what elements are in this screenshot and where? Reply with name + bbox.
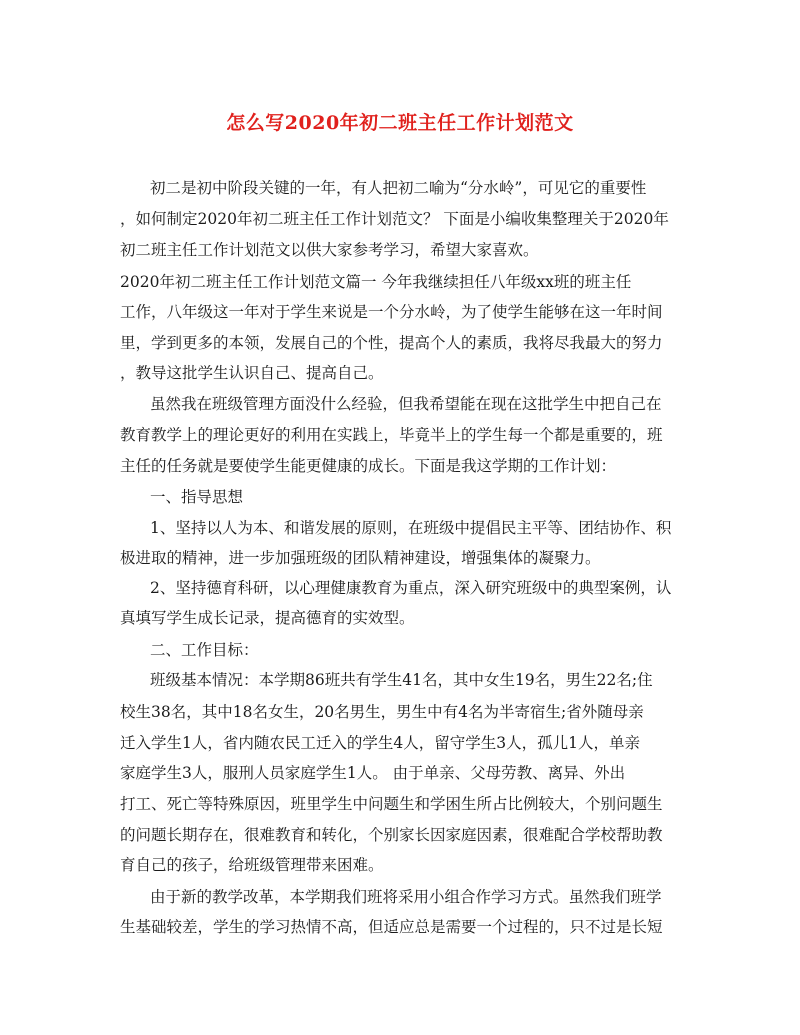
- body-line: 工作，八年级这一年对于学生来说是一个分水岭，为了使学生能够在这一年时间: [120, 303, 663, 321]
- body-line: ，如何制定2020年初二班主任工作计划范文？ 下面是小编收集整理关于2020年: [120, 210, 669, 228]
- body-line: 极进取的精神，进一步加强班级的团队精神建设，增强集体的凝聚力。: [120, 549, 601, 567]
- body-line: 家庭学生3人，服刑人员家庭学生1人。 由于单亲、父母劳教、离异、外出: [120, 764, 626, 782]
- section-heading: 一、指导思想: [150, 488, 244, 506]
- body-line: 由于新的教学改革，本学期我们班将采用小组合作学习方式。虽然我们班学: [150, 888, 662, 906]
- body-line: 2、坚持德育科研，以心理健康教育为重点，深入研究班级中的典型案例，认: [150, 579, 672, 597]
- body-line: 初二是初中阶段关键的一年，有人把初二喻为“分水岭”，可见它的重要性: [150, 179, 647, 197]
- body-line: 1、坚持以人为本、和谐发展的原则，在班级中提倡民主平等、团结协作、积: [150, 519, 672, 537]
- body-line: 校生38名，其中18名女生，20名男生，男生中有4名为半寄宿生;省外随母亲: [120, 703, 644, 721]
- body-line: 真填写学生成长记录，提高德育的实效型。: [120, 609, 415, 627]
- body-line: 主任的任务就是要使学生能更健康的成长。下面是我这学期的工作计划：: [120, 457, 617, 475]
- body-line: ，教导这批学生认识自己、提高自己。: [120, 364, 384, 382]
- body-line: 班级基本情况：本学期86班共有学生41名，其中女生19名，男生22名;住: [150, 671, 653, 689]
- body-line: 虽然我在班级管理方面没什么经验，但我希望能在现在这批学生中把自己在: [150, 395, 662, 413]
- body-line: 育自己的孩子，给班级管理带来困难。: [120, 856, 384, 874]
- body-line: 迁入学生1人，省内随农民工迁入的学生4人，留守学生3人，孤儿1人，单亲: [120, 734, 640, 752]
- body-line: 打工、死亡等特殊原因，班里学生中问题生和学困生所占比例较大，个别问题生: [120, 795, 663, 813]
- body-line: 生基础较差，学生的学习热情不高，但适应总是需要一个过程的，只不过是长短: [120, 918, 663, 936]
- section-heading: 二、工作目标：: [150, 641, 259, 659]
- body-line: 初二班主任工作计划范文以供大家参考学习，希望大家喜欢。: [120, 241, 539, 259]
- body-line: 的问题长期存在，很难教育和转化，个别家长因家庭因素，很难配合学校帮助教: [120, 826, 663, 844]
- body-line: 2020年初二班主任工作计划范文篇一 今年我继续担任八年级xx班的班主任: [120, 273, 632, 291]
- body-line: 里，学到更多的本领，发展自己的个性，提高个人的素质，我将尽我最大的努力: [120, 334, 663, 352]
- document-title: 怎么写2020年初二班主任工作计划范文: [226, 112, 574, 134]
- body-line: 教育教学上的理论更好的利用在实践上，毕竟半上的学生每一个都是重要的，班: [120, 426, 663, 444]
